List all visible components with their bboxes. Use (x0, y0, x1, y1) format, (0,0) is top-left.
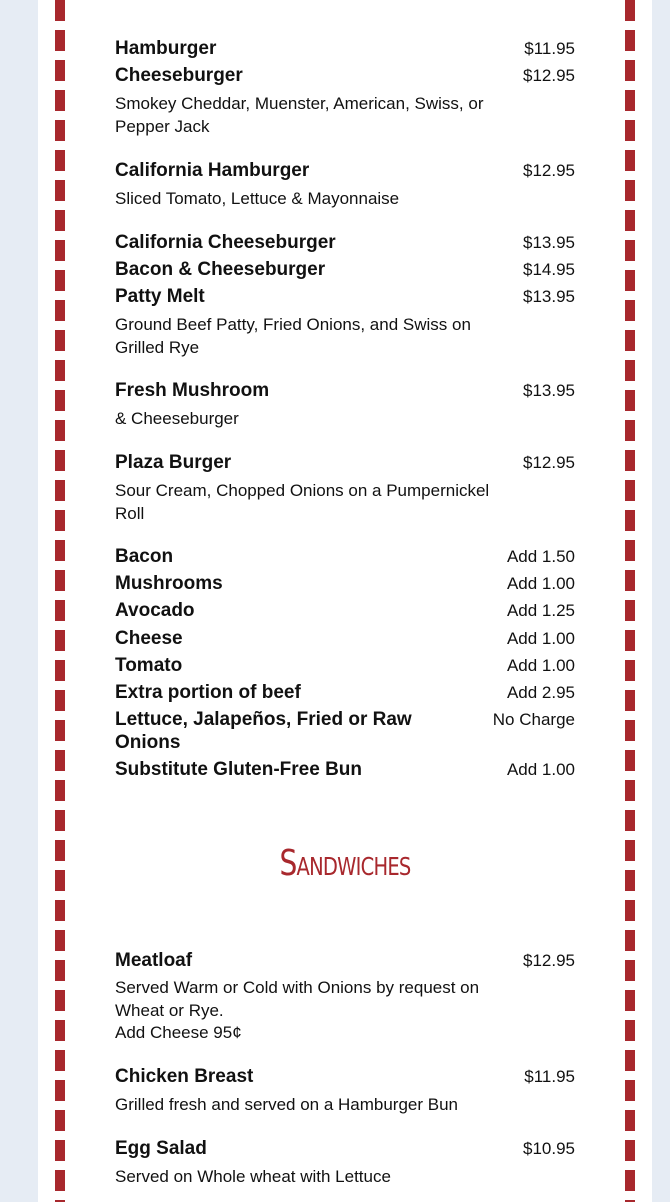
addon-lettuce-jalapenos-onions (115, 708, 575, 754)
item-description: Ground Beef Patty, Fried Onions, and Swiss on Grilled Rye (115, 315, 471, 357)
menu-item-patty-melt (115, 285, 575, 308)
addon-avocado (115, 599, 575, 622)
menu-page (38, 0, 652, 1202)
addon-price: Add 1.50 (506, 547, 575, 566)
item-name: California Cheeseburger (115, 232, 336, 253)
item-price: $11.95 (524, 1067, 575, 1086)
item-description: Sour Cream, Chopped Onions on a Pumpernickel Roll (115, 481, 490, 523)
addon-name: Extra portion of beef (115, 682, 301, 703)
menu-item-california-hamburger (115, 159, 575, 182)
item-name: Cheeseburger (115, 65, 243, 86)
item-name: Bacon & Cheeseburger (115, 259, 326, 280)
menu-item-bacon-cheeseburger (115, 258, 575, 281)
item-description: Sliced Tomato, Lettuce & Mayonnaise (115, 189, 400, 208)
menu-item-hamburger (115, 37, 575, 60)
menu-item-egg-salad (115, 1137, 575, 1160)
left-striped-border (55, 0, 65, 1202)
item-name: California Hamburger (115, 160, 310, 181)
right-striped-border (625, 0, 635, 1202)
menu-item-chicken-breast (115, 1065, 575, 1088)
item-price: $14.95 (523, 260, 575, 279)
item-price: $11.95 (524, 39, 575, 58)
menu-item-plaza-burger (115, 451, 575, 474)
menu-item-california-cheeseburger (115, 231, 575, 254)
addon-name: Mushrooms (115, 573, 223, 594)
item-price: $13.95 (523, 233, 575, 252)
item-name: Patty Melt (115, 286, 205, 307)
menu-item-cheeseburger (115, 64, 575, 87)
addon-price: Add 1.00 (506, 656, 575, 675)
item-description: Served Warm or Cold with Onions by request on Wheat or Rye. (115, 978, 480, 1020)
item-price: $12.95 (523, 161, 575, 180)
item-price: $13.95 (523, 287, 575, 306)
item-name: Meatloaf (115, 950, 193, 971)
item-description: Grilled fresh and served on a Hamburger Bun (115, 1095, 459, 1114)
addon-mushrooms (115, 572, 575, 595)
item-price: $12.95 (523, 951, 575, 970)
addon-price: Add 2.95 (506, 683, 575, 702)
menu-item-fresh-mushroom (115, 379, 575, 402)
addon-name: Avocado (115, 600, 195, 621)
addon-bacon (115, 545, 575, 568)
addon-price: Add 1.25 (506, 601, 575, 620)
addon-name: Lettuce, Jalapeños, Fried or Raw Onions (115, 709, 412, 753)
addon-price: No Charge (492, 710, 575, 729)
addon-cheese (115, 627, 575, 650)
item-price: $13.95 (523, 381, 575, 400)
addon-gluten-free-bun (115, 758, 575, 781)
addon-price: Add 1.00 (506, 760, 575, 779)
item-description-extra: Add Cheese 95¢ (115, 1023, 242, 1042)
addon-price: Add 1.00 (506, 629, 575, 648)
addon-name: Substitute Gluten-Free Bun (115, 759, 362, 780)
item-description: & Cheeseburger (115, 409, 239, 428)
item-price: $12.95 (523, 453, 575, 472)
addon-price: Add 1.00 (506, 574, 575, 593)
menu-item-meatloaf (115, 949, 575, 972)
item-name: Hamburger (115, 38, 217, 59)
item-description: Served on Whole wheat with Lettuce (115, 1167, 391, 1186)
section-title-sandwiches: Sandwiches (279, 843, 411, 884)
item-price: $10.95 (523, 1139, 575, 1158)
item-price: $12.95 (523, 66, 575, 85)
item-name: Egg Salad (115, 1138, 207, 1159)
item-description: Smokey Cheddar, Muenster, American, Swiss, or Pepper Jack (115, 94, 484, 136)
addon-name: Bacon (115, 546, 174, 567)
addon-name: Cheese (115, 628, 183, 649)
item-name: Fresh Mushroom (115, 380, 270, 401)
item-name: Plaza Burger (115, 452, 232, 473)
addon-name: Tomato (115, 655, 183, 676)
addon-tomato (115, 654, 575, 677)
item-name: Chicken Breast (115, 1066, 254, 1087)
addon-extra-beef (115, 681, 575, 704)
